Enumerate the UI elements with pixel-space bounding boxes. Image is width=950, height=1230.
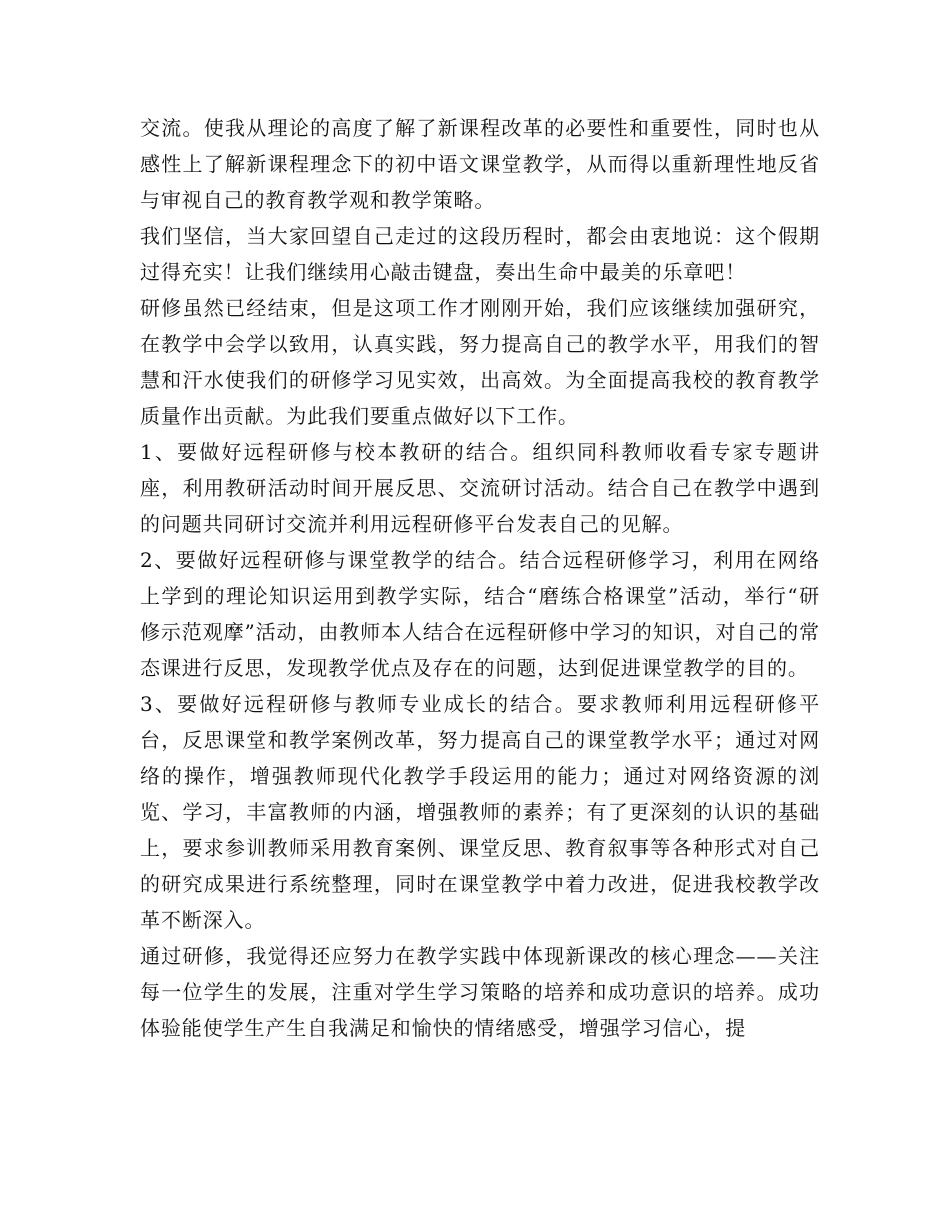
paragraph-task-1: 1、要做好远程研修与校本教研的结合。组织同科教师收看专家专题讲座，利用教研活动时间开展反思、交流研讨活动。结合自己在教学中遇到的问题共同研讨交流并利用远程研修平台发表自己的见解。 xyxy=(140,440,820,536)
paragraph-reflection: 交流。使我从理论的高度了解了新课程改革的必要性和重要性，同时也从感性上了解新课程理念下的初中语文课堂教学，从而得以重新理性地反省与审视自己的教育教学观和教学策略。 xyxy=(140,116,820,212)
paragraph-continuation: 研修虽然已经结束，但是这项工作才刚刚开始，我们应该继续加强研究，在教学中会学以致用，认真实践，努力提高自己的教学水平，用我们的智慧和汗水使我们的研修学习见实效，出高效。为全面提高我校的教育教学质量作出贡献。为此我们要重点做好以下工作。 xyxy=(140,296,820,428)
paragraph-task-2: 2、要做好远程研修与课堂教学的结合。结合远程研修学习，利用在网络上学到的理论知识运用到教学实际，结合“磨练合格课堂”活动，举行“研修示范观摩”活动，由教师本人结合在远程研修中学习的知识，对自己的常态课进行反思，发现教学优点及存在的问题，达到促进课堂教学的目的。 xyxy=(140,548,820,680)
paragraph-task-3: 3、要做好远程研修与教师专业成长的结合。要求教师利用远程研修平台，反思课堂和教学案例改革，努力提高自己的课堂教学水平；通过对网络的操作，增强教师现代化教学手段运用的能力；通过对网络资源的浏览、学习，丰富教师的内涵，增强教师的素养；有了更深刻的认识的基础上，要求参训教师采用教育案例、课堂反思、教育叙事等各种形式对自己的研究成果进行系统整理，同时在课堂教学中着力改进，促进我校教学改革不断深入。 xyxy=(140,692,820,932)
paragraph-core-concept: 通过研修，我觉得还应努力在教学实践中体现新课改的核心理念——关注每一位学生的发展，注重对学生学习策略的培养和成功意识的培养。成功体验能使学生产生自我满足和愉快的情绪感受，增强学习信心，提 xyxy=(140,944,820,1040)
paragraph-belief: 我们坚信，当大家回望自己走过的这段历程时，都会由衷地说：这个假期过得充实！让我们继续用心敲击键盘，奏出生命中最美的乐章吧！ xyxy=(140,224,820,284)
document-body xyxy=(140,110,820,1046)
